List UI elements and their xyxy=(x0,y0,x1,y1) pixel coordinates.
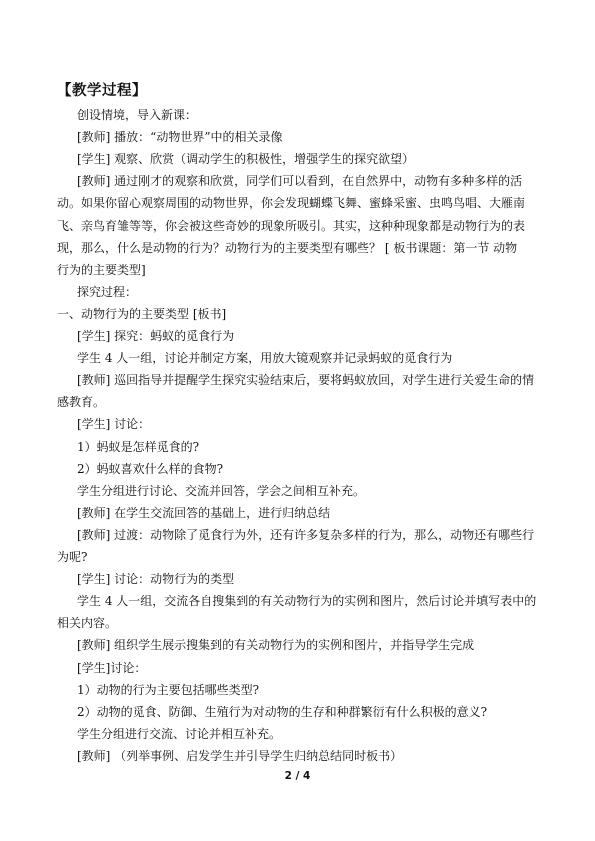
text-line: 为呢? xyxy=(57,550,88,564)
page-number: 2 / 4 xyxy=(284,770,311,782)
text-line: 相关内容。 xyxy=(57,616,118,630)
text-line: 感教育。 xyxy=(57,395,106,409)
text-line: [教师] 通过刚才的观察和欣赏，同学们可以看到，在自然界中，动物有多种多样的活 xyxy=(77,174,523,188)
text-line: 学生分组进行交流、讨论并相互补充。 xyxy=(77,727,282,741)
text-line: [教师] （列举事例、启发学生并引导学生归纳总结同时板书） xyxy=(77,749,403,763)
text-line: 一、动物行为的主要类型 [板书] xyxy=(57,307,227,321)
text-line: 飞、亲鸟育雏等等，你会被这些奇妙的现象所吸引。其实，这种种现象都是动物行为的表 xyxy=(57,219,526,233)
text-line: 2）动物的觅食、防御、生殖行为对动物的生存和种群繁衍有什么积极的意义? xyxy=(77,705,488,719)
text-line: 动。如果你留心观察周围的动物世界，你会发现蝴蝶飞舞、蜜蜂采蜜、虫鸣鸟唱、大雁南 xyxy=(57,196,526,210)
text-line: 学生 4 人一组，交流各自搜集到的有关动物行为的实例和图片，然后讨论并填写表中的 xyxy=(77,594,537,608)
text-line: [教师] 过渡：动物除了觅食行为外，还有许多复杂多样的行为，那么，动物还有哪些行 xyxy=(77,528,535,542)
text-line: [学生] 观察、欣赏（调动学生的积极性，增强学生的探究欲望） xyxy=(77,152,415,166)
text-line: 学生 4 人一组，讨论并制定方案，用放大镜观察并记录蚂蚁的觅食行为 xyxy=(77,351,453,365)
text-line: [学生] 讨论：动物行为的类型 xyxy=(77,572,235,586)
text-line: [学生] 探究：蚂蚁的觅食行为 xyxy=(77,329,235,343)
text-line: 行为的主要类型] xyxy=(57,263,146,277)
text-line: [学生]讨论： xyxy=(77,661,147,675)
text-line: 学生分组进行讨论、交流并回答，学会之间相互补充。 xyxy=(77,484,366,498)
text-line: [教师] 在学生交流回答的基础上，进行归纳总结 xyxy=(77,506,331,520)
section-heading: 【教学过程】 xyxy=(57,83,147,99)
text-line: 2）蚂蚁喜欢什么样的食物? xyxy=(77,462,224,476)
text-line: [学生] 讨论： xyxy=(77,417,151,431)
text-line: 1）蚂蚁是怎样觅食的? xyxy=(77,440,200,454)
text-line: [教师] 巡回指导并提醒学生探究实验结束后，要将蚂蚁放回，对学生进行关爱生命的情 xyxy=(77,373,535,387)
text-line: 创设情境，导入新课： xyxy=(77,108,198,122)
text-line: [教师] 播放：“动物世界”中的相关录像 xyxy=(77,130,283,144)
text-line: 1）动物的行为主要包括哪些类型? xyxy=(77,683,260,697)
text-line: 探究过程： xyxy=(77,285,138,299)
text-line: [教师] 组织学生展示搜集到的有关动物行为的实例和图片，并指导学生完成 xyxy=(77,638,475,652)
text-line: 现，那么，什么是动物的行为？动物行为的主要类型有哪些？ [ 板书课题：第一节 动物 xyxy=(57,241,518,255)
